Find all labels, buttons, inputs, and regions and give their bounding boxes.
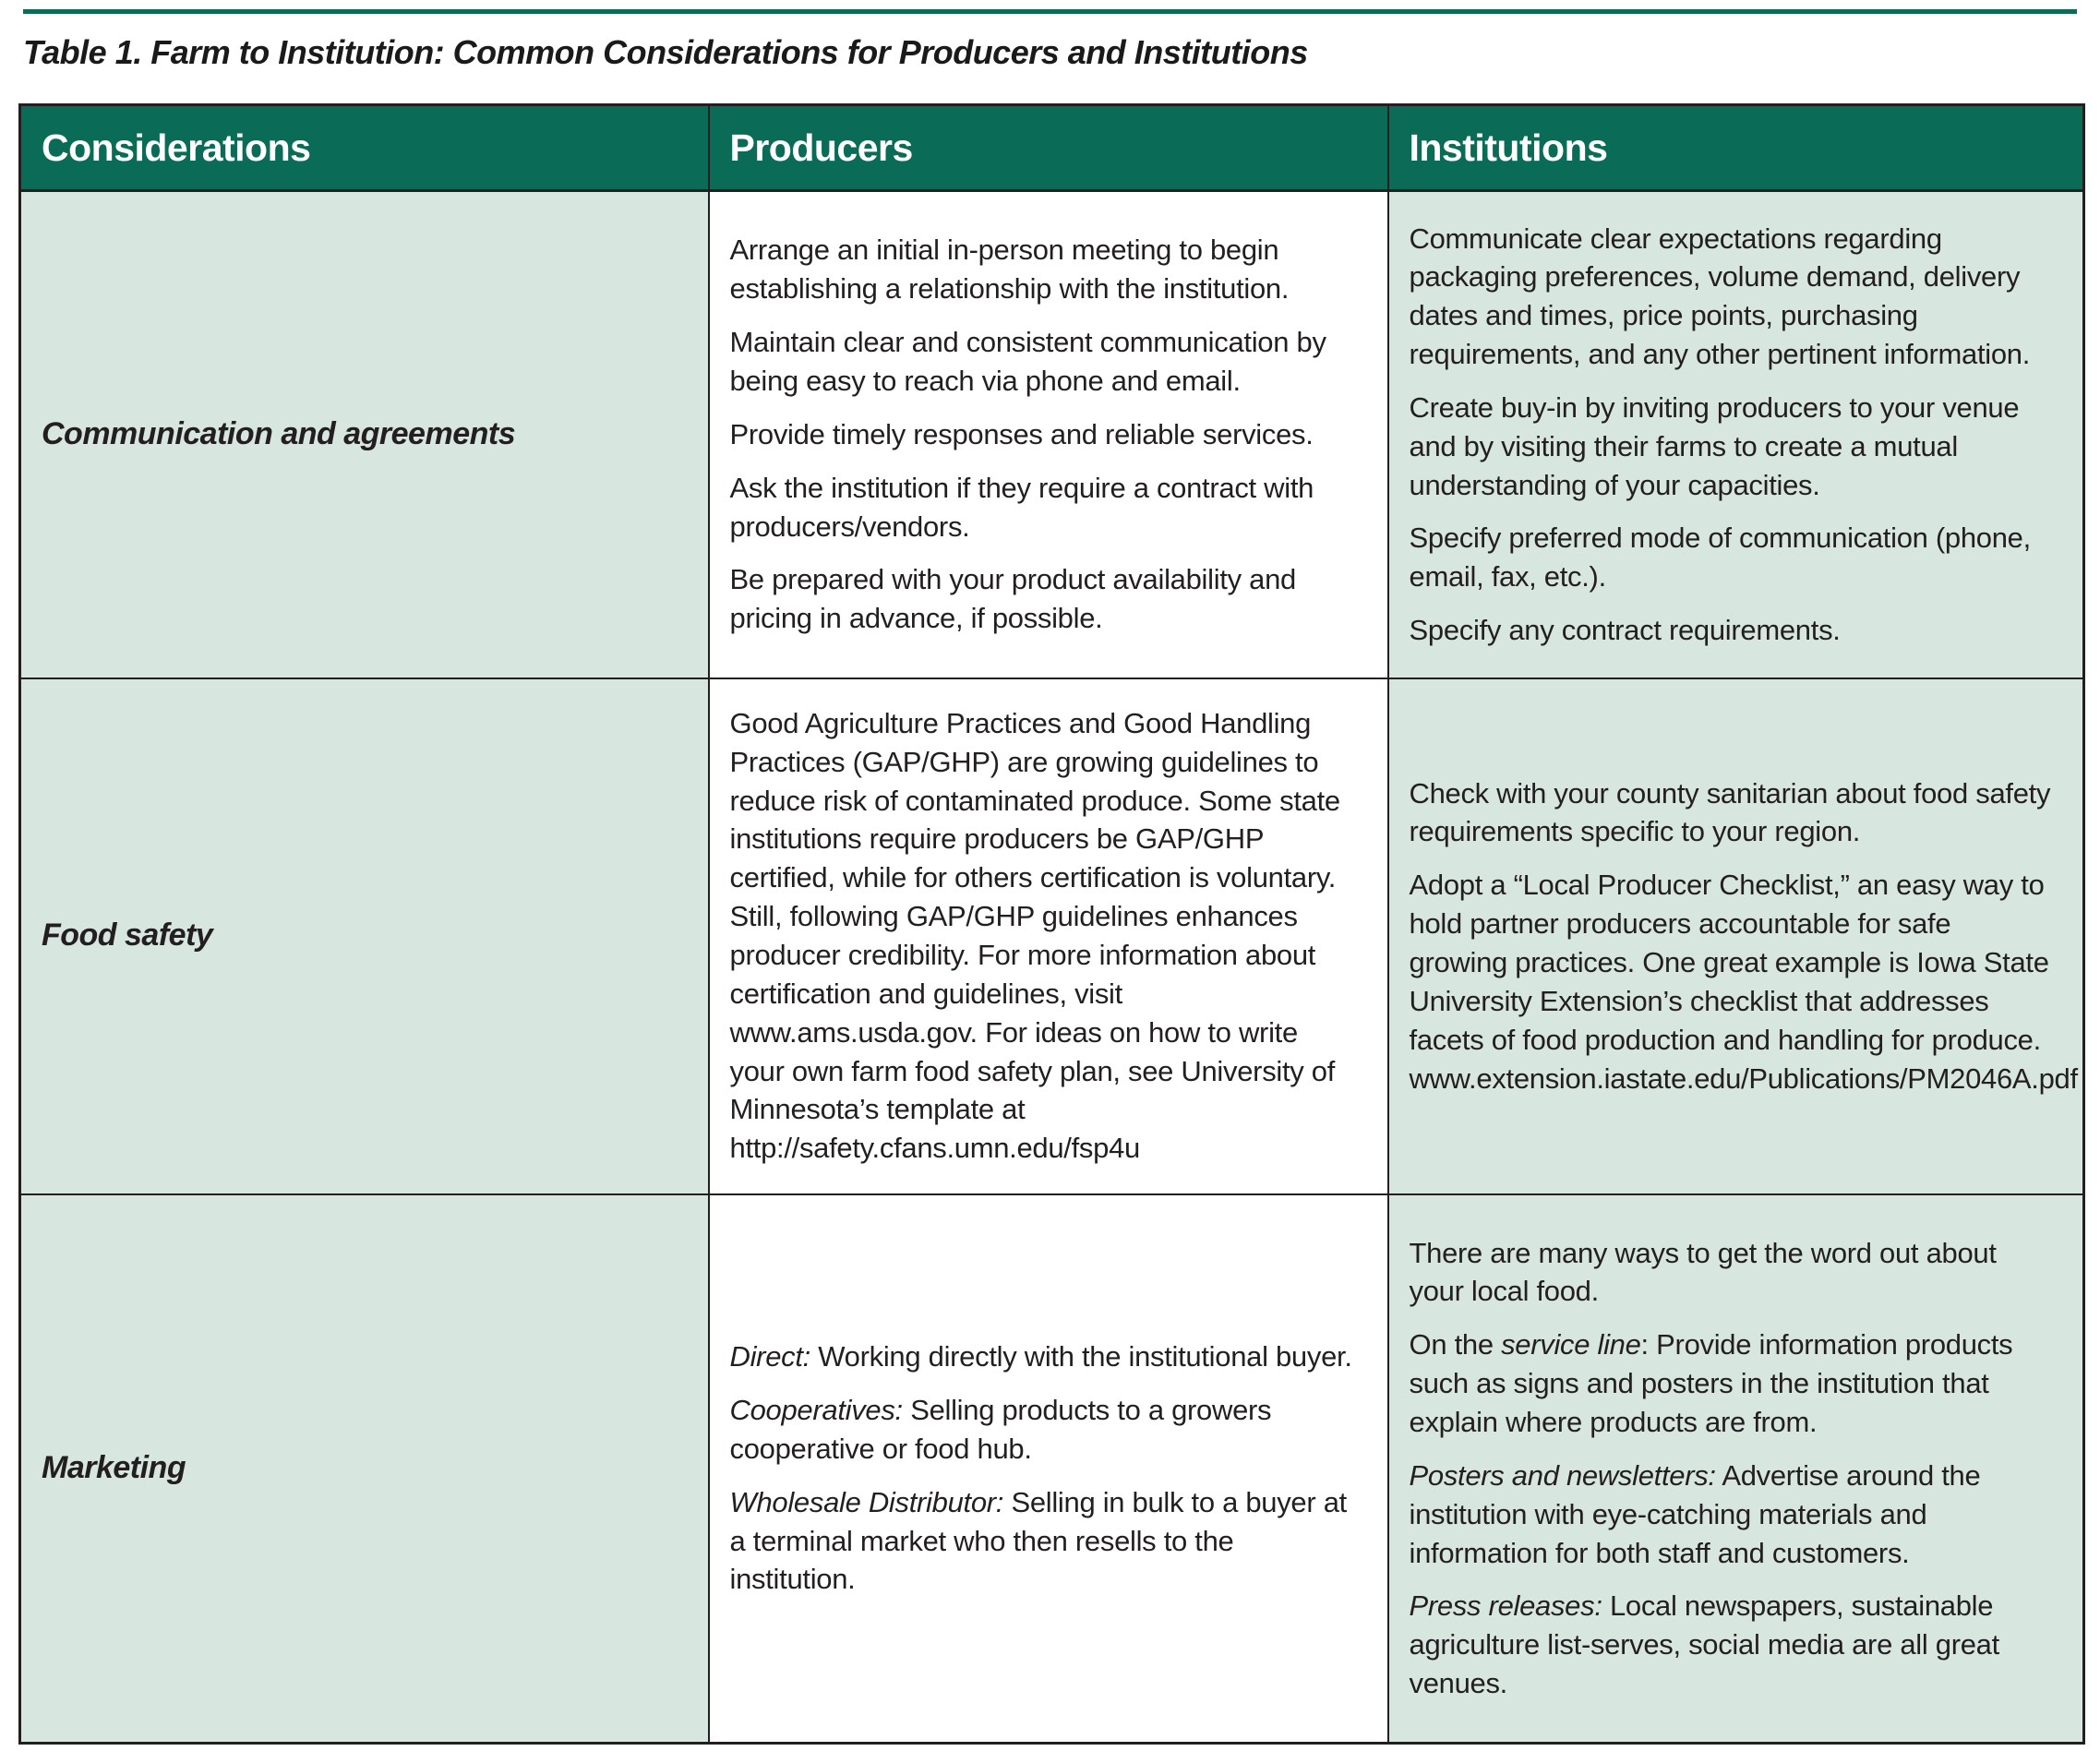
producers-paragraph — [730, 323, 1356, 401]
text-segment: Working directly with the institutional buyer. — [810, 1340, 1352, 1373]
header-institutions: Institutions — [1388, 105, 2084, 191]
header-producers: Producers — [709, 105, 1388, 191]
text-segment: Ask the institution if they require a contract with producers/vendors. — [729, 471, 1314, 543]
italic-text-segment: Wholesale Distributor: — [729, 1485, 1004, 1518]
italic-text-segment: Cooperatives: — [729, 1394, 903, 1427]
consideration-cell — [20, 678, 709, 1194]
producers-paragraph — [730, 1337, 1356, 1376]
text-segment: Check with your county sanitarian about food safety requirements specific to your region. — [1409, 776, 2051, 848]
text-segment: Adopt a “Local Producer Checklist,” an easy way to hold partner producers accountable for safe growing practices. One great example is Iowa State University Extension’s checklist that addresses facets of food production and handling for produce. www.extension.iastate.edu/Publications/PM2046A.pdf — [1409, 869, 2078, 1095]
producers-cell — [709, 191, 1388, 678]
text-segment: Provide timely responses and reliable services. — [729, 417, 1314, 450]
producers-paragraph — [730, 415, 1356, 454]
producers-paragraph — [730, 231, 1356, 308]
producers-cell — [709, 678, 1388, 1194]
text-segment: Communicate clear expectations regarding packaging preferences, volume demand, delivery dates and times, price points, purchasing requirements, and any other pertinent information. — [1409, 222, 2031, 371]
header-considerations: Considerations — [20, 105, 709, 191]
institutions-paragraph — [1410, 1234, 2052, 1312]
consideration-cell — [20, 191, 709, 678]
text-segment: Create buy-in by inviting producers to your venue and by visiting their farms to create a mutual understanding of your capacities. — [1409, 390, 2020, 501]
text-segment: : Provide information products such as signs and posters in the institution that explain where products are from. — [1409, 1328, 2013, 1438]
producers-paragraph — [730, 560, 1356, 638]
text-segment: There are many ways to get the word out about your local food. — [1409, 1236, 1997, 1308]
text-segment: Advertise around the institution with eye-catching materials and information for both staff and customers. — [1409, 1458, 1981, 1569]
text-segment: Arrange an initial in-person meeting to begin establishing a relationship with the institution. — [729, 234, 1290, 306]
text-segment: Specify any contract requirements. — [1409, 614, 1841, 647]
institutions-paragraph — [1410, 1457, 2052, 1573]
table-title: Table 1. Farm to Institution: Common Considerations for Producers and Institutions — [23, 33, 1308, 71]
producers-paragraph — [730, 469, 1356, 546]
italic-text-segment: service line — [1501, 1328, 1641, 1361]
text-segment: Good Agriculture Practices and Good Handling Practices (GAP/GHP) are growing guidelines to reduce risk of contaminated produce. Some state institutions require producers be GAP/GHP certified, while for others certification is voluntary. Still, following GAP/GHP guidelines enhances producer credibility. For more information about certification and guidelines, visit www.ams.usda.gov. For ideas on how to write your own farm food safety plan, see University of Minnesota’s template at http://safety.cfans.umn.edu/fsp4u — [729, 706, 1340, 1165]
text-segment: Maintain clear and consistent communication by being easy to reach via phone and email. — [729, 326, 1326, 397]
table-row — [20, 1194, 2084, 1744]
consideration-label: Marketing — [42, 1449, 186, 1485]
italic-text-segment: Direct: — [729, 1340, 810, 1373]
producers-cell — [709, 1194, 1388, 1744]
institutions-paragraph — [1410, 1587, 2052, 1703]
consideration-cell — [20, 1194, 709, 1744]
text-segment: Be prepared with your product availability and pricing in advance, if possible. — [729, 563, 1296, 635]
institutions-paragraph — [1409, 866, 2078, 1097]
institutions-paragraph — [1410, 519, 2052, 596]
considerations-table — [18, 103, 2085, 1745]
table-header-row — [20, 105, 2084, 191]
top-rule-divider — [23, 9, 2077, 14]
institutions-cell — [1388, 678, 2084, 1194]
text-segment: Selling products to a growers cooperative or food hub. — [729, 1394, 1272, 1465]
text-segment: Selling in bulk to a buyer at a terminal market who then resells to the institution. — [729, 1485, 1347, 1596]
text-segment: Local newspapers, sustainable agriculture list-serves, social media are all great venues. — [1409, 1589, 1999, 1700]
table-row — [20, 678, 2084, 1194]
consideration-label: Food safety — [42, 917, 213, 953]
institutions-paragraph — [1410, 389, 2052, 505]
consideration-label: Communication and agreements — [42, 415, 516, 451]
institutions-paragraph — [1410, 1325, 2052, 1442]
text-segment: On the — [1409, 1328, 1502, 1361]
institutions-cell — [1388, 1194, 2084, 1744]
institutions-paragraph — [1410, 611, 2052, 650]
institutions-cell — [1388, 191, 2084, 678]
producers-paragraph — [730, 1483, 1356, 1600]
producers-paragraph — [730, 1391, 1356, 1469]
producers-paragraph — [730, 704, 1356, 1168]
table-row — [20, 191, 2084, 678]
italic-text-segment: Posters and newsletters: — [1409, 1458, 1716, 1492]
institutions-paragraph — [1410, 220, 2052, 374]
institutions-paragraph — [1410, 774, 2052, 852]
italic-text-segment: Press releases: — [1409, 1589, 1602, 1623]
text-segment: Specify preferred mode of communication (phone, email, fax, etc.). — [1409, 522, 2031, 594]
